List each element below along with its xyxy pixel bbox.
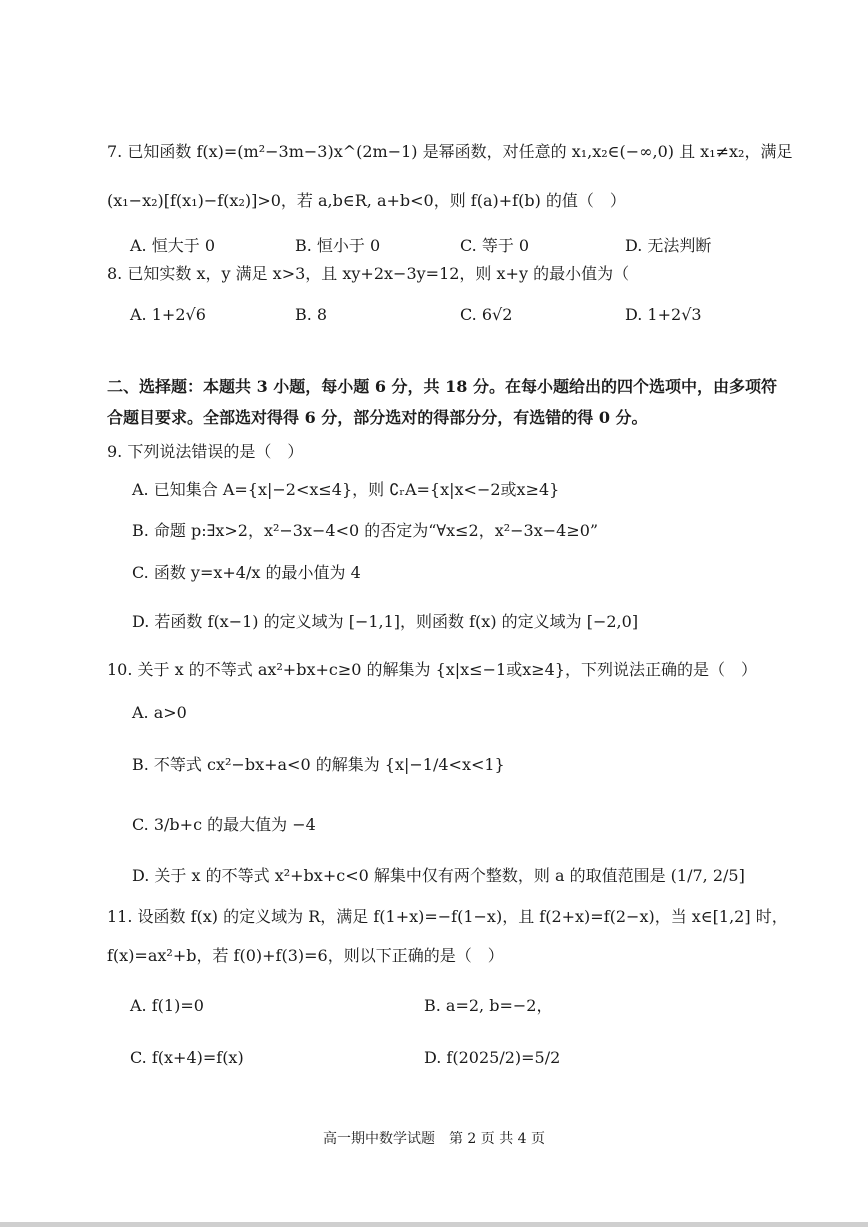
- q9-option-a: A. 已知集合 A={x|−2<x≤4}，则 ∁ᵣA={x|x<−2或x≥4}: [132, 480, 560, 499]
- q10-option-a: A. a>0: [132, 703, 187, 722]
- q11-option-a: A. f(1)=0: [130, 996, 204, 1015]
- q7-options: [130, 233, 790, 256]
- q8-option-a: A. 1+2√6: [130, 305, 206, 324]
- q11-line1: 11. 设函数 f(x) 的定义域为 R，满足 f(1+x)=−f(1−x)，且 f(2+x)=f(2−x)，当 x∈[1,2] 时，: [107, 907, 788, 926]
- q7-option-b: B. 恒小于 0: [295, 236, 381, 255]
- q7-line1: 7. 已知函数 f(x)=(m²−3m−3)x^(2m−1) 是幂函数，对任意的 x₁,x₂∈(−∞,0) 且 x₁≠x₂，满足: [107, 142, 793, 161]
- q10-option-d: D. 关于 x 的不等式 x²+bx+c<0 解集中仅有两个整数，则 a 的取值范围是 (1/7, 2/5]: [132, 866, 745, 885]
- q7-line2: (x₁−x₂)[f(x₁)−f(x₂)]>0，若 a,b∈R, a+b<0，则 f(a)+f(b) 的值（ ）: [107, 191, 626, 210]
- q8-option-c: C. 6√2: [460, 305, 513, 324]
- q10-option-b: B. 不等式 cx²−bx+a<0 的解集为 {x|−1/4<x<1}: [132, 755, 505, 774]
- section2-heading-line2: 合题目要求。全部选对得得 6 分，部分选对的得部分分，有选错的得 0 分。: [107, 408, 648, 427]
- q10-option-c: C. 3/b+c 的最大值为 −4: [132, 815, 316, 834]
- q11-line2: f(x)=ax²+b，若 f(0)+f(3)=6，则以下正确的是（ ）: [107, 946, 504, 965]
- q8-options: [130, 305, 790, 324]
- q9-stem: 9. 下列说法错误的是（ ）: [107, 442, 304, 461]
- q9-option-b: B. 命题 p:∃x>2，x²−3x−4<0 的否定为“∀x≤2，x²−3x−4≥0”: [132, 521, 599, 540]
- q8-option-b: B. 8: [295, 305, 328, 324]
- section2-heading-line1: 二、选择题：本题共 3 小题，每小题 6 分，共 18 分。在每小题给出的四个选项中，由多项符: [107, 377, 777, 396]
- q7-option-d: D. 无法判断: [625, 236, 712, 255]
- page-bottom-shadow: [0, 1222, 868, 1227]
- q9-option-c: C. 函数 y=x+4/x 的最小值为 4: [132, 563, 361, 582]
- q8-stem: 8. 已知实数 x，y 满足 x>3，且 xy+2x−3y=12，则 x+y 的最小值为（: [107, 264, 630, 283]
- q10-stem: 10. 关于 x 的不等式 ax²+bx+c≥0 的解集为 {x|x≤−1或x≥4}，下列说法正确的是（ ）: [107, 660, 757, 679]
- page-footer: 高一期中数学试题 第 2 页 共 4 页: [322, 1131, 546, 1147]
- q9-option-d: D. 若函数 f(x−1) 的定义域为 [−1,1]，则函数 f(x) 的定义域为 [−2,0]: [132, 612, 639, 631]
- q11-option-b: B. a=2, b=−2，: [424, 996, 553, 1015]
- q8-option-d: D. 1+2√3: [625, 305, 702, 324]
- q7-option-a: A. 恒大于 0: [130, 236, 215, 255]
- q7-option-c: C. 等于 0: [460, 236, 530, 255]
- q11-option-c: C. f(x+4)=f(x): [130, 1048, 244, 1067]
- q11-option-d: D. f(2025/2)=5/2: [424, 1048, 561, 1067]
